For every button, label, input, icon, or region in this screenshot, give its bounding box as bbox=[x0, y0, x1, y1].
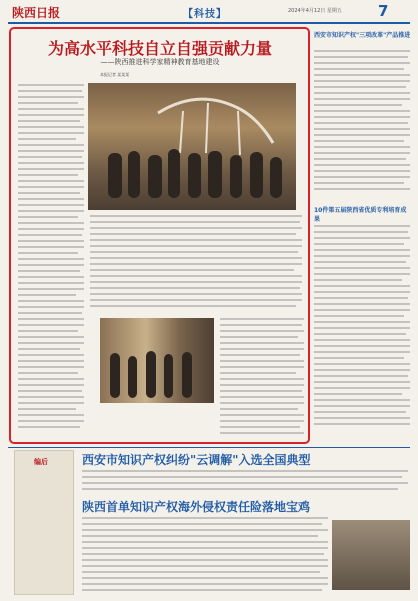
main-body-text-col2 bbox=[90, 215, 302, 315]
lower-story2-body bbox=[82, 517, 328, 595]
lower-rule bbox=[8, 447, 410, 448]
main-headline: 为高水平科技自立自强贡献力量 bbox=[47, 39, 272, 58]
main-body-text-col3 bbox=[220, 318, 304, 438]
dateline: 2024年4月12日 星期五 bbox=[288, 8, 342, 14]
header-rule bbox=[8, 22, 410, 24]
right-item1-title: 西安市知识产权"三项改革"产品推进 bbox=[314, 32, 411, 39]
right-item2-title: 10件第五届陕西省优质专利培育成果 bbox=[314, 207, 407, 223]
editor-note-box bbox=[14, 450, 74, 595]
main-byline: 本报记者 某某某 bbox=[100, 72, 130, 77]
editor-note-title: 编后 bbox=[34, 457, 48, 466]
main-subhead: ——陕西推进科学家精神教育基地建设 bbox=[100, 58, 220, 66]
main-body-text-col1 bbox=[18, 84, 84, 434]
right-item2-body bbox=[314, 225, 410, 435]
museum-photo bbox=[88, 83, 296, 210]
page-number: 7 bbox=[378, 2, 389, 20]
lower-story1-body bbox=[82, 470, 408, 494]
lower-headline-1: 西安市知识产权纠纷"云调解"入选全国典型 bbox=[82, 453, 311, 467]
section-label: 【科技】 bbox=[183, 9, 227, 20]
dinosaur-skeleton-icon bbox=[88, 83, 296, 210]
right-item1-body bbox=[314, 50, 410, 200]
lower-headline-2: 陕西首单知识产权海外侵权责任险落地宝鸡 bbox=[82, 500, 311, 514]
lower-photo bbox=[332, 520, 410, 590]
exhibition-photo bbox=[100, 318, 214, 403]
masthead: 陕西日报 bbox=[12, 6, 61, 20]
